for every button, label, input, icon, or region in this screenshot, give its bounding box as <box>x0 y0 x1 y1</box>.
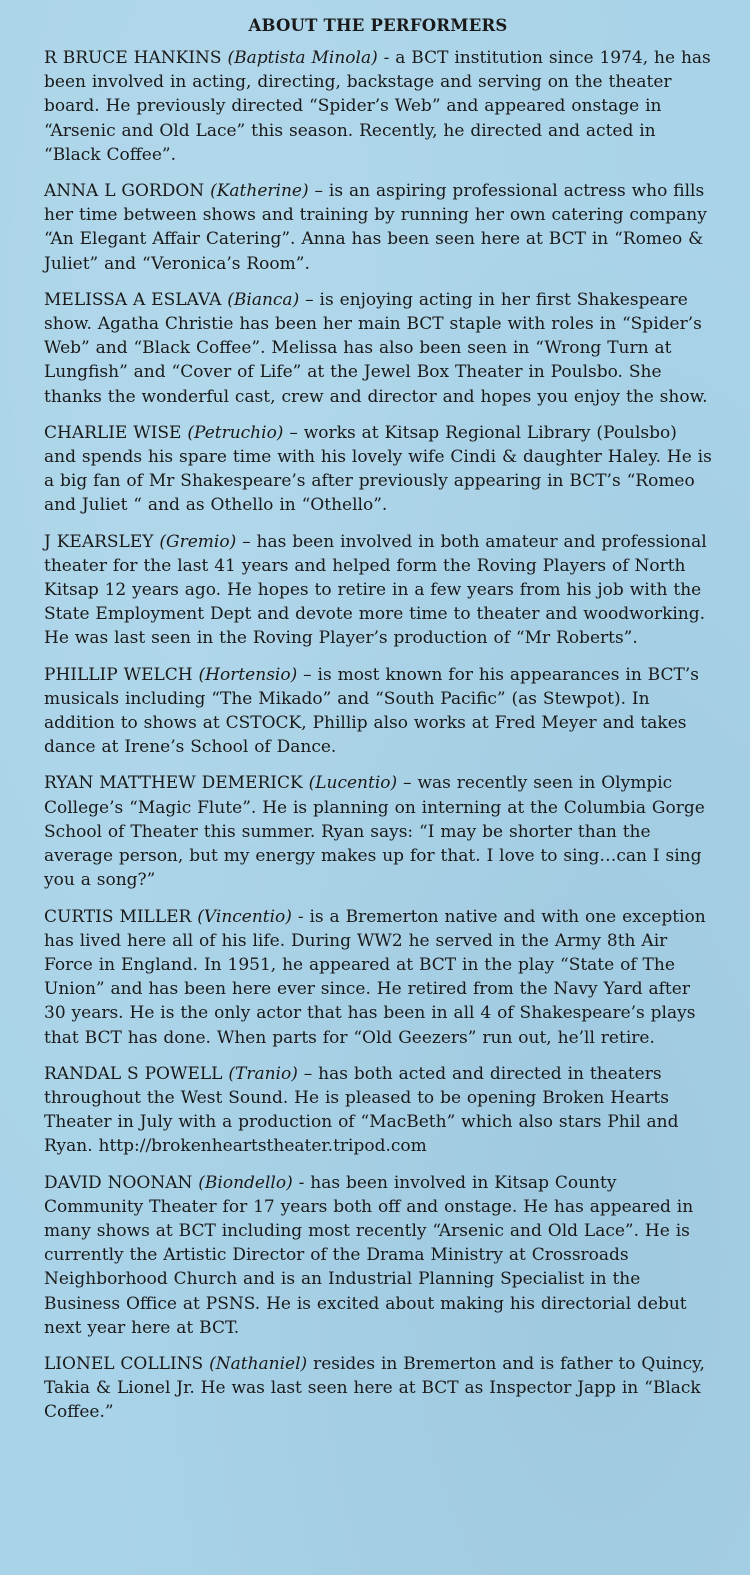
performer-name: RANDAL S POWELL <box>44 1063 223 1084</box>
performer-bio <box>44 530 712 651</box>
performer-name: DAVID NOONAN <box>44 1172 193 1193</box>
performer-name: CHARLIE WISE <box>44 422 182 443</box>
performer-role: (Tranio) <box>228 1063 298 1084</box>
performer-role: (Katherine) <box>210 181 309 202</box>
performer-bio <box>44 179 712 276</box>
page-heading: ABOUT THE PERFORMERS <box>248 16 508 35</box>
performer-bio <box>44 663 712 760</box>
performer-name: MELISSA A ESLAVA <box>44 289 222 310</box>
performer-name: CURTIS MILLER <box>44 906 192 927</box>
performer-role: (Bianca) <box>227 289 300 310</box>
performer-role: (Gremio) <box>159 531 237 552</box>
performer-description: – was recently seen in Olympic College’s “Magic Flute”. He is planning on interning at the Columbia Gorge School of Theater this summer. Ryan says: “I may be shorter than the average person, but my energy makes up for that. I love to sing…can I sing you a song?” <box>44 773 705 891</box>
performer-name: R BRUCE HANKINS <box>44 48 222 68</box>
performer-description: – is enjoying acting in her first Shakespeare show. Agatha Christie has been her main BCT staple with roles in “Spider’s Web” and “Black Coffee”. Melissa has also been seen in “Wrong Turn at Lungfish” and “Cover of Life” at the Jewel Box Theater in Poulsbo. She thanks the wonderful cast, crew and director and hopes you enjoy the show. <box>44 289 708 407</box>
performer-role: (Vincentio) <box>197 906 292 927</box>
performer-role: (Hortensio) <box>198 664 298 685</box>
performer-role: (Lucentio) <box>308 773 398 794</box>
performer-bio <box>44 1352 712 1425</box>
performer-description: – is an aspiring professional actress who fills her time between shows and training by running her own catering company “An Elegant Affair Catering”. Anna has been seen here at BCT in “Romeo & Juliet” and “Veronica’s Room”. <box>44 181 707 274</box>
performer-role: (Nathaniel) <box>209 1353 308 1374</box>
performer-bio <box>44 288 712 409</box>
performer-role: (Baptista Minola) <box>227 48 378 68</box>
performer-description: resides in Bremerton and is father to Quincy, Takia & Lionel Jr. He was last seen here at BCT as Inspector Japp in “Black Coffee.” <box>44 1353 705 1423</box>
performer-description: – has both acted and directed in theaters throughout the West Sound. He is pleased to be opening Broken Hearts Theater in July with a production of “MacBeth” which also stars Phil and Ryan. http://brokenheartstheater.tripod.com <box>44 1063 679 1157</box>
performer-bio <box>44 421 712 518</box>
performer-description: – has been involved in both amateur and professional theater for the last 41 years and helped form the Roving Players of North Kitsap 12 years ago. He hopes to retire in a few years from his job with the State Employment Dept and devote more time to theater and woodworking. He was last seen in the Roving Player’s production of “Mr Roberts”. <box>44 531 707 649</box>
performer-bio <box>44 1171 712 1340</box>
performer-name: LIONEL COLLINS <box>44 1353 204 1374</box>
performer-description: - a BCT institution since 1974, he has been involved in acting, directing, backstage and serving on the theater board. He previously directed “Spider’s Web” and appeared onstage in “Arsenic and Old Lace” this season. Recently, he directed and acted in “Black Coffee”. <box>44 48 711 165</box>
performer-name: ANNA L GORDON <box>44 181 205 202</box>
performer-name: PHILLIP WELCH <box>44 664 193 685</box>
performer-description: – works at Kitsap Regional Library (Poulsbo) and spends his spare time with his lovely wife Cindi & daughter Haley. He is a big fan of Mr Shakespeare’s after previously appearing in BCT’s “Romeo and Juliet “ and as Othello in “Othello”. <box>44 422 712 516</box>
performer-bio <box>44 771 712 892</box>
performer-description: - is a Bremerton native and with one exception has lived here all of his life. During WW2 he served in the Army 8th Air Force in England. In 1951, he appeared at BCT in the play “State of The Union” and has been here ever since. He retired from the Navy Yard after 30 years. He is the only actor that has been in all 4 of Shakespeare’s plays that BCT has done. When parts for “Old Geezers” run out, he’ll retire. <box>44 906 706 1048</box>
performer-description: - has been involved in Kitsap County Community Theater for 17 years both off and onstage. He has appeared in many shows at BCT including most recently “Arsenic and Old Lace”. He is currently the Artistic Director of the Drama Ministry at Crossroads Neighborhood Church and is an Industrial Planning Specialist in the Business Office at PSNS. He is excited about making his directorial debut next year here at BCT. <box>44 1172 694 1338</box>
performer-bio <box>44 1062 712 1159</box>
performer-description: – is most known for his appearances in BCT’s musicals including “The Mikado” and “South Pacific” (as Stewpot). In addition to shows at CSTOCK, Phillip also works at Fred Meyer and takes dance at Irene’s School of Dance. <box>44 664 699 758</box>
performer-name: J KEARSLEY <box>44 531 154 552</box>
performer-bio <box>44 46 712 167</box>
performer-role: (Petruchio) <box>187 422 284 443</box>
performer-role: (Biondello) <box>198 1172 293 1193</box>
performer-bio <box>44 905 712 1050</box>
performer-name: RYAN MATTHEW DEMERICK <box>44 773 303 794</box>
